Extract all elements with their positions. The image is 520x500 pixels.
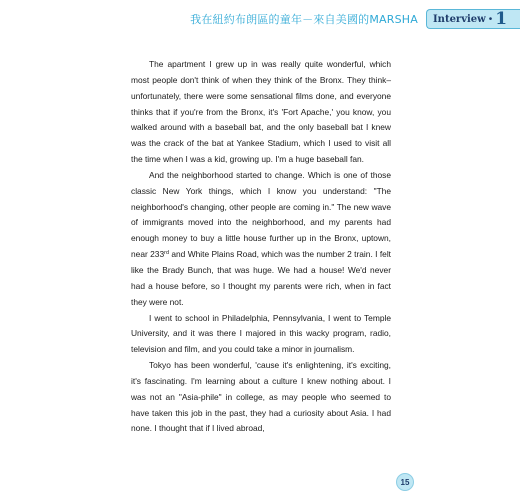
page-number: 15 bbox=[396, 473, 414, 491]
running-header-title: 我在紐約布朗區的童年－來自美國的MARSHA bbox=[190, 13, 418, 26]
ordinal-suffix: rd bbox=[164, 250, 169, 257]
paragraph-text: and White Plains Road, which was the number 2 train. I felt like the Brady Bunch, that was huge. We had a house! We'd never had a house before, so I thought my parents were rich, when in fact they were not. bbox=[131, 249, 391, 307]
chapter-tab bbox=[426, 9, 520, 29]
paragraph-text: And the neighborhood started to change. Which is one of those classic New York things, which I know you understand: "The neighborhood's changing, other people are coming in." The new wave of immigrants moved into the neighborhood, and my parents had enough money to buy a little house further up in the Bronx, uptown, near 233 bbox=[131, 169, 391, 260]
paragraph bbox=[131, 168, 391, 311]
paragraph: Tokyo has been wonderful, 'cause it's enlightening, it's exciting, it's fascinating. I'm learning about a culture I knew nothing about. I was not an "Asia-phile" in college, as may people who seemed to have taken this job in the past, they had a curiosity about Asia. I had none. I thought that if I lived abroad, bbox=[131, 360, 391, 434]
running-header bbox=[190, 8, 520, 30]
body-text bbox=[131, 57, 391, 437]
chapter-number: 1 bbox=[495, 8, 508, 29]
chapter-tab-label: Interview bbox=[433, 13, 486, 25]
chapter-tab-separator: • bbox=[488, 13, 493, 25]
paragraph: I went to school in Philadelphia, Pennsylvania, I went to Temple University, and it was there I majored in this wacky program, radio, television and film, and you could take a minor in journalism. bbox=[131, 312, 391, 355]
paragraph: The apartment I grew up in was really quite wonderful, which most people don't think of when they think of the Bronx. They think–unfortunately, there were some sensational films done, and everyone thinks that if you're from the Bronx, it's 'Fort Apache,' you know, you walked around with a baseball bat, and the only baseball bat I knew was the crack of the bat at Yankee Stadium, which I used to visit all the time when I was a kid, growing up. I'm a huge baseball fan. bbox=[131, 59, 391, 165]
